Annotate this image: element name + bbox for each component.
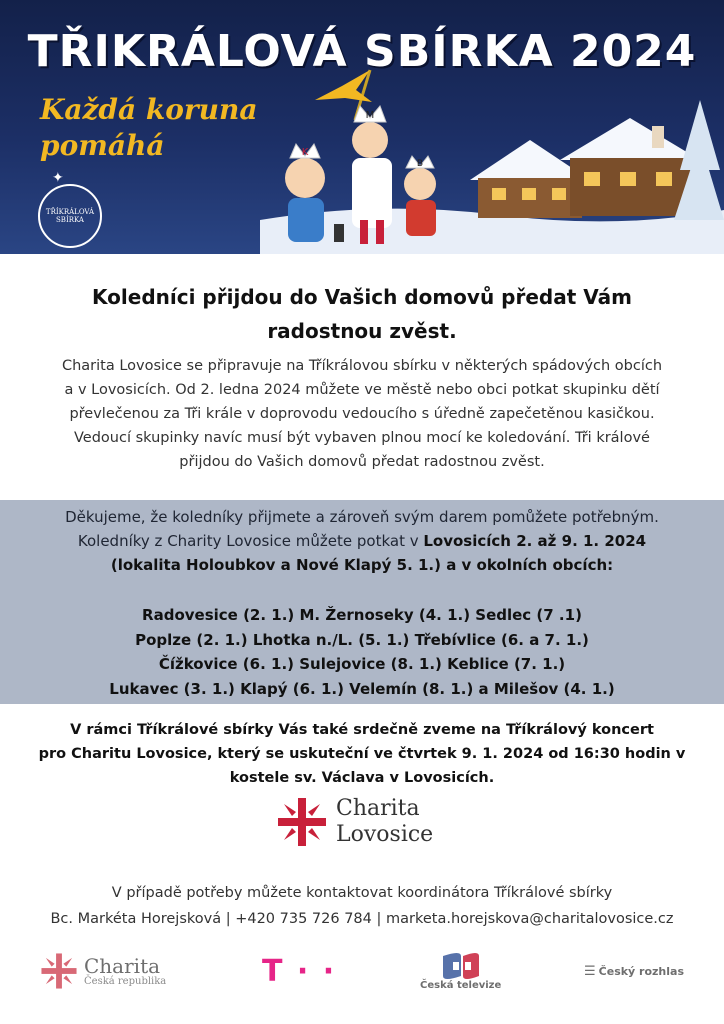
charita-lovosice-logo [276,796,433,848]
dates-bold: Lovosicích 2. až 9. 1. 2024 [423,532,647,550]
contact-line: V případě potřeby můžete kontaktovat koordinátora Tříkrálové sbírky [111,885,613,901]
dates-prefix: Koledníky z Charity Lovosice můžete potkat v [77,532,424,550]
locality-line [20,553,704,577]
slogan-line: Každá koruna [40,93,258,126]
svg-text:K: K [301,147,309,158]
dates-line [20,529,704,553]
invite-line: kostele sv. Václava v Lovosicích. [229,770,495,786]
winter-scene-illustration [260,60,724,254]
trikralova-sbirka-logo [38,170,102,248]
intro-line: Charita Lovosice se připravuje na Tříkrálovou sbírku v některých spádových obcích [61,358,663,374]
thanks-line: Děkujeme, že koledníky přijmete a zároveň svým darem pomůžete potřebným. [65,508,659,526]
house-illustration [470,118,700,218]
towns-list [20,603,704,701]
towns-line: Poplze (2. 1.) Lhotka n./L. (5. 1.) Třebívlice (6. a 7. 1.) [135,630,589,649]
slogan-line: pomáhá [40,129,165,162]
info-band-text [20,505,704,577]
slogan [40,92,300,164]
banner-title: TŘIKRÁLOVÁ SBÍRKA 2024 [27,26,697,77]
headline-line: radostnou zvěst. [267,319,457,343]
towns-line: Lukavec (3. 1.) Klapý (6. 1.) Velemín (8. 1.) a Milešov (4. 1.) [109,679,615,698]
contact-info [20,880,704,932]
intro-line: Vedoucí skupinky navíc musí být vybaven plnou mocí ke koledování. Tři králové [74,430,650,446]
partner-name: Charita [84,953,161,978]
headline [40,280,684,348]
partner-logos [0,946,724,996]
locality-bold: (lokalita Holoubkov a Nové Klapý 5. 1.) a v okolních obcích: [110,556,614,574]
charita-cross-icon [276,796,328,848]
logo-text: SBÍRKA [56,216,84,224]
comet-star-icon: ✦ [52,170,64,186]
cesky-rozhlas-logo [584,946,684,996]
telekom-logo-text: T · · [262,953,337,989]
telekom-logo [262,946,336,996]
charita-logo-text: Charita [336,796,420,821]
three-kings-illustration [285,106,436,244]
ceska-televize-logo [420,946,501,996]
concert-invite [30,718,694,790]
header-banner [0,0,724,254]
charita-logo-text: Lovosice [336,822,434,847]
intro-line: přijdou do Vašich domovů předat radostnou zvěst. [179,454,545,470]
charita-cross-icon [40,952,78,990]
ct-icon [439,952,483,980]
charita-cr-logo [40,946,166,996]
contact-line: Bc. Markéta Horejsková | +420 735 726 784 | marketa.horejskova@charitalovosice.cz [50,911,674,927]
intro-line: převlečenou za Tři krále v doprovodu vedoucího s úředně zapečetěnou kasičkou. [69,406,655,422]
rozhlas-icon: ☰ [584,963,596,979]
partner-name: Česká televize [420,979,502,991]
intro-paragraph [22,354,702,474]
partner-name: Český rozhlas [598,964,685,978]
svg-text:M: M [365,110,375,121]
headline-line: Koledníci přijdou do Vašich domovů předat Vám [92,285,632,309]
svg-text:B: B [416,159,424,169]
towns-line: Čížkovice (6. 1.) Sulejovice (8. 1.) Keblice (7. 1.) [158,655,566,673]
intro-line: a v Lovosicích. Od 2. ledna 2024 můžete ve městě nebo obci potkat skupinku dětí [64,382,660,398]
invite-line: pro Charitu Lovosice, který se uskuteční ve čtvrtek 9. 1. 2024 od 16:30 hodin v [38,746,686,762]
invite-line: V rámci Tříkrálové sbírky Vás také srdečně zveme na Tříkrálový koncert [70,722,654,738]
towns-line: Radovesice (2. 1.) M. Žernoseky (4. 1.) Sedlec (7 .1) [142,606,582,624]
partner-sub: Česká republika [84,975,167,987]
logo-text: TŘÍKRÁLOVÁ [45,208,95,216]
